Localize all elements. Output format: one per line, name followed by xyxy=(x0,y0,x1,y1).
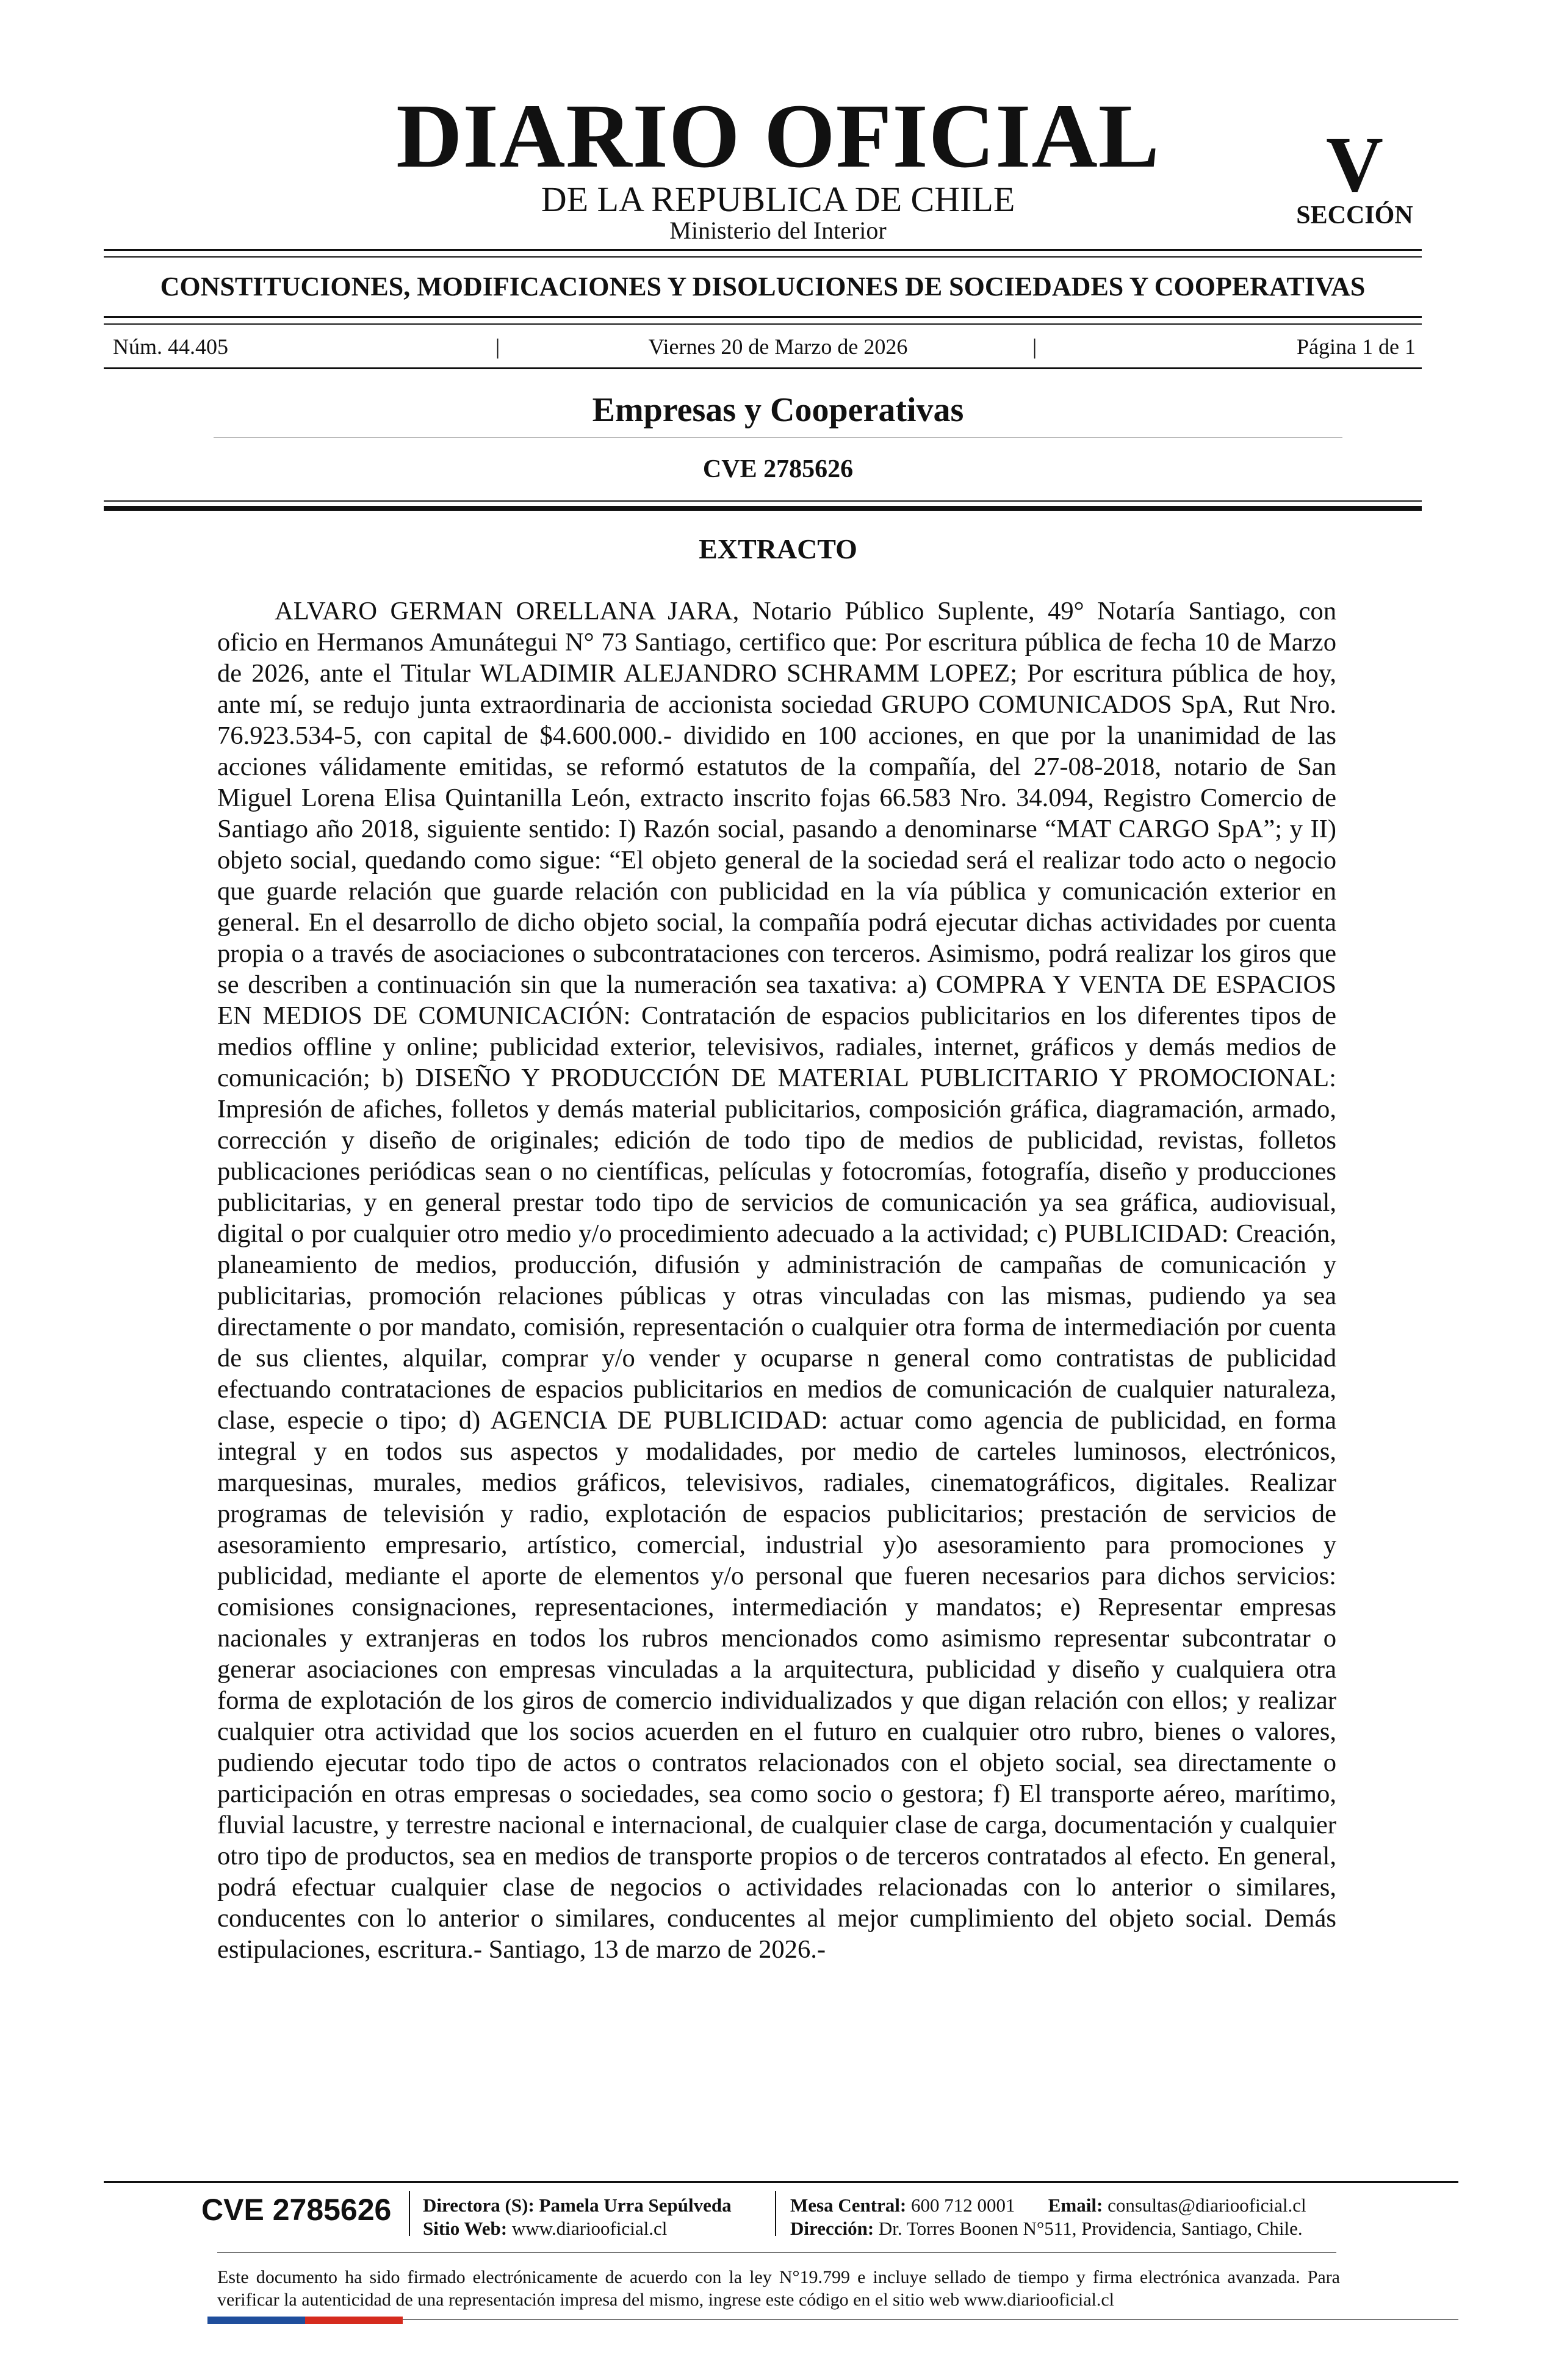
footer-divider-1 xyxy=(409,2191,410,2236)
footer-website-label: Sitio Web: xyxy=(423,2218,508,2239)
section-title-rule xyxy=(214,437,1342,438)
section-title: Empresas y Cooperativas xyxy=(592,391,964,429)
footer-website xyxy=(423,2219,667,2238)
page-indicator: Página 1 de 1 xyxy=(1297,334,1416,359)
meta-rule xyxy=(104,367,1422,369)
extract-body: ALVARO GERMAN ORELLANA JARA, Notario Público Suplente, 49° Notaría Santiago, con oficio en Hermanos Amunátegui N° 73 Santiago, certifico que: Por escritura pública de fecha 10 de Marzo de 2026, ante el Titular WLADIMIR ALEJANDRO SCHRAMM LOPEZ; Por escritura pública de hoy, ante mí, se redujo junta extraordinaria de accionista sociedad GRUPO COMUNICADOS SpA, Rut Nro. 76.923.534-5, con capital de $4.600.000.- dividido en 100 acciones, en que por la unanimidad de las acciones válidamente emitidas, se reformó estatutos de la compañía, del 27-08-2018, notario de San Miguel Lorena Elisa Quintanilla León, extracto inscrito fojas 66.583 Nro. 34.094, Registro Comercio de Santiago año 2018, siguiente sentido: I) Razón social, pasando a denominarse “MAT CARGO SpA”; y II) objeto social, quedando como sigue: “El objeto general de la sociedad será el realizar todo acto o negocio que guarde relación que guarde relación con publicidad en la vía pública y comunicación exterior en general. En el desarrollo de dicho objeto social, la compañía podrá ejecutar dichas actividades por cuenta propia o a través de asociaciones o subcontrataciones con terceros. Asimismo, podrá realizar los giros que se describen a continuación sin que la numeración sea taxativa: a) COMPRA Y VENTA DE ESPACIOS EN MEDIOS DE COMUNICACIÓN: Contratación de espacios publicitarios en los diferentes tipos de medios offline y online; publicidad exterior, televisivos, radiales, internet, gráficos y demás medios de comunicación; b) DISEÑO Y PRODUCCIÓN DE MATERIAL PUBLICITARIO Y PROMOCIONAL: Impresión de afiches, folletos y demás material publicitarios, composición gráfica, diagramación, armado, corrección y diseño de originales; edición de todo tipo de medios de publicidad, revistas, folletos publicaciones periódicas sean o no científicas, películas y fotocromías, fotografía, diseño y producciones publicitarias, y en general prestar todo tipo de servicios de comunicación ya sea gráfica, audiovisual, digital o por cualquier otro medio y/o procedimiento adecuado a la actividad; c) PUBLICIDAD: Creación, planeamiento de medios, producción, difusión y administración de campañas de comunicación y publicitarias, promoción relaciones públicas y otras vinculadas con las mismas, pudiendo ya sea directamente o por mandato, comisión, representación o cualquier otra forma de intermediación por cuenta de sus clientes, alquilar, comprar y/o vender y ocuparse n general como contratistas de publicidad efectuando contrataciones de espacios publicitarios en medios de comunicación de cualquier naturaleza, clase, especie o tipo; d) AGENCIA DE PUBLICIDAD: actuar como agencia de publicidad, en forma integral y en todos sus aspectos y modalidades, por medio de carteles luminosos, electrónicos, marquesinas, murales, medios gráficos, televisivos, radiales, cinematográficos, digitales. Realizar programas de televisión y radio, explotación de espacios publicitarios; prestación de servicios de asesoramiento empresario, artístico, comercial, industrial y)o asesoramiento para promociones y publicidad, mediante el aporte de elementos y/o personal que fueren necesarios para dichos servicios: comisiones consignaciones, representaciones, intermediación y mandatos; e) Representar empresas nacionales y extranjeras en todos los rubros mencionados como asimismo representar subcontratar o generar asociaciones con empresas vinculadas a la arquitectura, publicidad y diseño y cualquiera otra forma de explotación de los giros de comercio individualizados y que digan relación con ellos; y realizar cualquier otra actividad que los socios acuerden en el futuro en cualquier otro rubro, bienes o valores, pudiendo ejecutar todo tipo de actos o contratos relacionados con el objeto social, sea directamente o participación en otras empresas o sociedades, sea como socio o gestora; f) El transporte aéreo, marítimo, fluvial lacustre, y terrestre nacional e internacional, de cualquier clase de carga, documentación y cualquier otro tipo de productos, sea en medios de transporte propios o de terceros contratados al efecto. En general, podrá efectuar cualquier clase de negocios o actividades relacionadas con lo anterior o similares, conducentes con lo anterior o similares, conducentes al mejor cumplimiento del objeto social. Demás estipulaciones, escritura.- Santiago, 13 de marzo de 2026.- xyxy=(217,597,1336,1964)
footer-rule-top xyxy=(104,2181,1458,2183)
extract-title: EXTRACTO xyxy=(699,533,857,564)
footer-email-label: Email: xyxy=(1048,2194,1103,2216)
footer-website-link[interactable]: www.diariooficial.cl xyxy=(511,2218,668,2239)
footer-rule-mid xyxy=(217,2252,1336,2253)
flag-stripe-blue xyxy=(207,2317,305,2324)
footer-director-label: Directora (S): xyxy=(423,2194,535,2216)
footer-email-link[interactable]: consultas@diariooficial.cl xyxy=(1108,2194,1306,2216)
footer-address-label: Dirección: xyxy=(790,2218,874,2239)
masthead-rule-top xyxy=(104,249,1422,251)
footer-phone-label: Mesa Central: xyxy=(790,2194,907,2216)
footer-rule-bottom xyxy=(403,2319,1458,2320)
meta-separator-left: | xyxy=(495,334,500,359)
section-band-title: CONSTITUCIONES, MODIFICACIONES Y DISOLUCIONES DE SOCIEDADES Y COOPERATIVAS xyxy=(160,272,1366,301)
footer-director-name: Pamela Urra Sepúlveda xyxy=(539,2194,732,2216)
section-numeral: V xyxy=(1326,121,1383,209)
footer-cve-code: CVE 2785626 xyxy=(201,2193,392,2227)
masthead-title: DIARIO OFICIAL xyxy=(396,85,1160,187)
flag-stripe-red xyxy=(305,2317,403,2324)
header-rule-thick xyxy=(104,506,1422,511)
footer-contact xyxy=(790,2196,1306,2215)
footer-divider-2 xyxy=(775,2191,776,2236)
footer-address xyxy=(790,2219,1303,2238)
footer-phone-value: 600 712 0001 xyxy=(911,2194,1015,2216)
band-rule-bottom xyxy=(104,323,1422,325)
meta-separator-right: | xyxy=(1032,334,1037,359)
issue-date: Viernes 20 de Marzo de 2026 xyxy=(648,334,908,359)
issue-number: Núm. 44.405 xyxy=(113,334,228,359)
cve-code: CVE 2785626 xyxy=(702,455,854,483)
section-label: SECCIÓN xyxy=(1296,201,1413,229)
band-rule-top xyxy=(104,316,1422,318)
footer-legal-note: Este documento ha sido firmado electrónicamente de acuerdo con la ley N°19.799 e incluye sellado de tiempo y firma electrónica avanzada. Para verificar la autenticidad de una representación impresa del mismo, ingrese este código en el sitio web www.diariooficial.cl xyxy=(217,2267,1340,2310)
footer-director xyxy=(423,2196,732,2215)
header-rule-thin xyxy=(104,500,1422,502)
masthead-rule-bottom xyxy=(104,256,1422,258)
masthead-ministry: Ministerio del Interior xyxy=(669,217,887,244)
footer-address-value: Dr. Torres Boonen N°511, Providencia, Santiago, Chile. xyxy=(878,2218,1303,2239)
masthead-subtitle: DE LA REPUBLICA DE CHILE xyxy=(541,179,1015,219)
